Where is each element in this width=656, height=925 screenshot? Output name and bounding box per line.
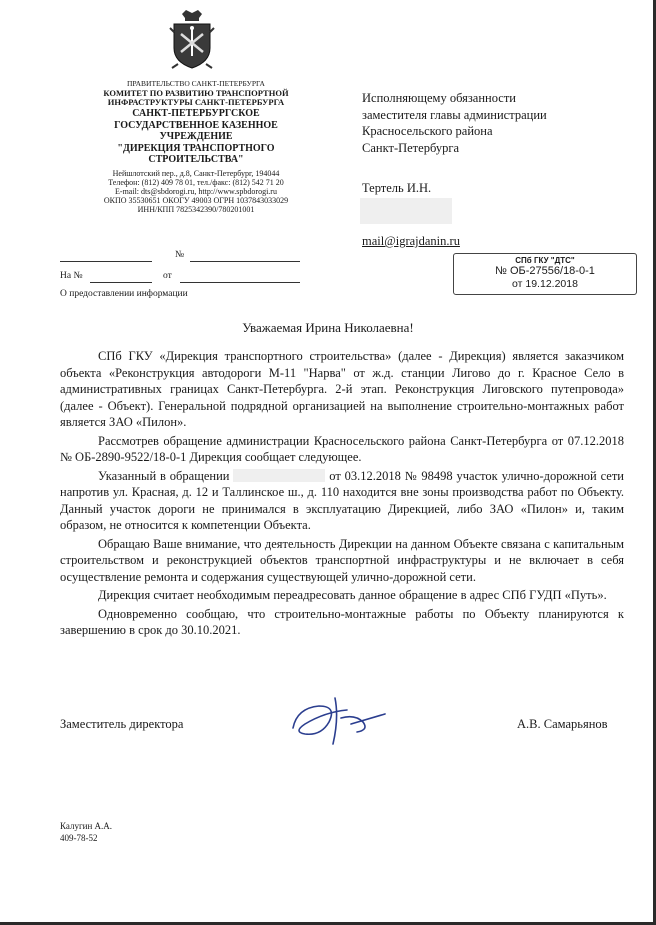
outgoing-number-row (60, 250, 300, 264)
org-line-5: СТРОИТЕЛЬСТВА" (148, 154, 244, 166)
org-codes: ОКПО 35530651 ОКОГУ 49003 ОГРН 1037843033029 (103, 196, 289, 206)
stamp-org: СПб ГКУ "ДТС" (515, 256, 575, 265)
org-address: Нейшлотский пер., д.8, Санкт-Петербург, 194044 (112, 168, 280, 178)
body-paragraph-3-start: Указанный в обращении (98, 468, 230, 483)
salutation: Уважаемая Ирина Николаевна! (242, 320, 414, 335)
registration-stamp (453, 253, 637, 295)
body-paragraph-3-rest: от 03.12.2018 № 98498 участок улично-дорожной сети напротив ул. Красная, д. 12 и Таллинское ш., д. 110 находится вне зоны производства работ по Объекту. Данный участок дороги не принимался в эксплуатацию Дирекцией, либо ЗАО «Пилон» и, таким образом, не относится к компетенции Объекта. (60, 468, 624, 532)
org-inn: ИНН/КПП 7825342390/780201001 (137, 205, 255, 215)
outgoing-number-sign: № (175, 250, 185, 260)
incoming-number-line (90, 282, 152, 283)
incoming-date-label: от (163, 271, 172, 281)
committee-line-1: КОМИТЕТ ПО РАЗВИТИЮ ТРАНСПОРТНОЙ (103, 87, 289, 98)
executor-info (60, 820, 112, 844)
letter-subject: О предоставлении информации (60, 289, 188, 299)
stamp-number: № ОБ-27556/18-0-1 (495, 265, 595, 278)
recipient-block (362, 90, 547, 197)
recipient-email: mail@igrajdanin.ru (362, 234, 460, 248)
recipient-line-1: Исполняющему обязанности (362, 91, 516, 105)
outgoing-number-line (190, 261, 300, 262)
body-paragraph-1: СПб ГКУ «Дирекция транспортного строительства» (далее - Дирекция) является заказчиком объекта «Реконструкция автодороги М-11 "Нарва" от ж.д. станции Лигово до г. Красное Село в административных границах Санкт-Петербурга. 2-й этап. Реконструкция Лиговского путепровода» (далее - Объект). Генеральной подрядной организацией на выполнение строительно-монтажных работ является ЗАО «Пилон». (60, 349, 624, 429)
org-phone: Телефон: (812) 409 78 01, тел./факс: (812) 542 71 20 (108, 177, 284, 187)
org-line-4: "ДИРЕКЦИЯ ТРАНСПОРТНОГО (117, 142, 275, 154)
body-paragraph-4: Обращаю Ваше внимание, что деятельность Дирекции на данном Объекте связана с капитальным строительством и реконструкцией объектов транспортной инфраструктуры и не включает в себя осуществление ремонта и содержания существующей улично-дорожной сети. (60, 536, 624, 584)
recipient-name: Тертель И.Н. (362, 181, 432, 195)
committee-line-2: ИНФРАСТРУКТУРЫ САНКТ-ПЕТЕРБУРГА (107, 97, 285, 108)
body-paragraph-2: Рассмотрев обращение администрации Красносельского района Санкт-Петербурга от 07.12.2018 № ОБ-2890-9522/18-0-1 Дирекция сообщает следующее. (60, 433, 624, 464)
recipient-line-2: заместителя главы администрации (362, 107, 547, 122)
executor-phone: 409-78-52 (60, 833, 98, 843)
handwritten-signature (285, 688, 395, 748)
redacted-inline (233, 469, 325, 482)
body-paragraph-5: Дирекция считает необходимым переадресовать данное обращение в адрес СПб ГУДП «Путь». (98, 588, 607, 602)
incoming-date-line (180, 282, 300, 283)
government-name: ПРАВИТЕЛЬСТВО САНКТ-ПЕТЕРБУРГА (127, 79, 265, 88)
redacted-address-block (360, 198, 452, 224)
recipient-line-4: Санкт-Петербурга (362, 140, 460, 155)
stamp-date: от 19.12.2018 (512, 277, 578, 290)
incoming-number-label: На № (60, 271, 83, 281)
recipient-line-3: Красносельского района (362, 124, 493, 138)
coat-of-arms-emblem (168, 8, 216, 76)
letter-body (60, 348, 624, 641)
incoming-reference-row (60, 271, 300, 285)
executor-name: Калугин А.А. (60, 821, 113, 831)
org-line-3: УЧРЕЖДЕНИЕ (159, 131, 233, 143)
body-paragraph-3 (60, 468, 624, 534)
org-email: E-mail: dts@sbdorogi.ru, http://www.spbdorogi.ru (115, 187, 277, 197)
org-line-1: САНКТ-ПЕТЕРБУРГСКОЕ (132, 108, 260, 120)
org-line-2: ГОСУДАРСТВЕННОЕ КАЗЕННОЕ (114, 119, 278, 131)
letterhead (60, 80, 332, 215)
body-paragraph-6: Одновременно сообщаю, что строительно-монтажные работы по Объекту планируются к завершению в срок до 30.10.2021. (60, 606, 624, 637)
outgoing-date-line (60, 261, 152, 262)
signer-position: Заместитель директора (60, 717, 184, 731)
signer-name: А.В. Самарьянов (517, 717, 608, 731)
